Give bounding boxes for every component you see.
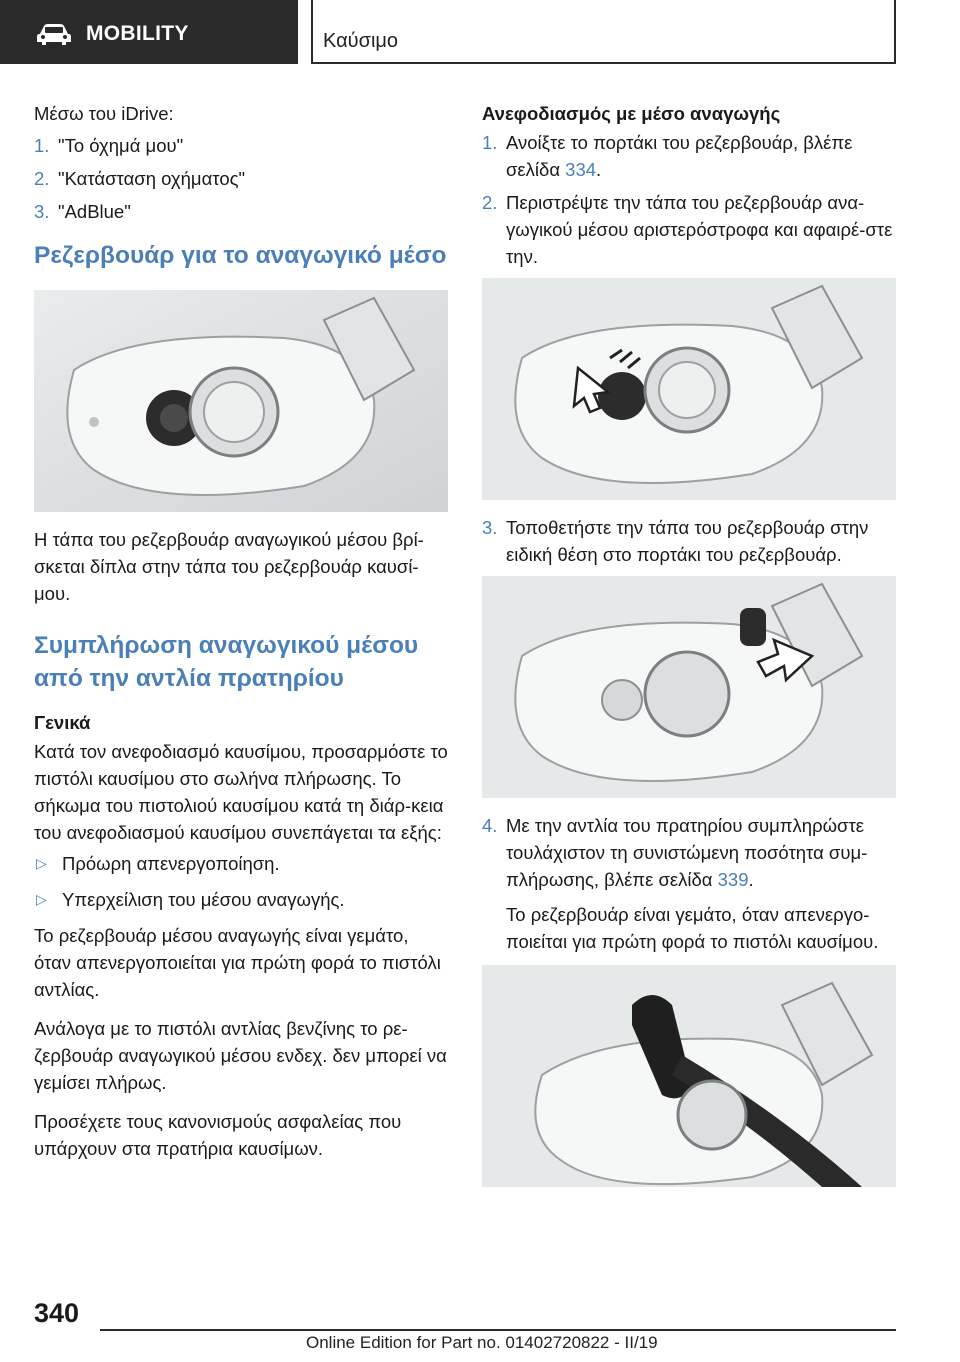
heading-tank: Ρεζερβουάρ για το αναγωγικό μέσο: [34, 242, 447, 269]
photo-cap-holder: [482, 576, 896, 798]
left-column: [34, 100, 448, 1162]
pump-nozzle-illustration: [482, 965, 896, 1187]
step-text: Με την αντλία του πρατηρίου συμπληρώστε τουλάχιστον τη συνιστώμενη ποσότητα συμ-πλήρωσης, βλέπε σελίδα: [506, 815, 868, 890]
step-number: 3.: [482, 517, 498, 538]
step-note: Το ρεζερβουάρ είναι γεμάτο, όταν απενεργο-ποιείται για πρώτη φορά το πιστόλι καυσίμου.: [506, 904, 879, 952]
remove-cap-illustration: [482, 278, 896, 500]
bullet-text: Υπερχείλιση του μέσου αναγωγής.: [62, 889, 345, 910]
refuel-steps: [482, 129, 902, 270]
page-link-339[interactable]: 339: [717, 869, 749, 890]
step-text: "AdBlue": [58, 201, 131, 222]
chapter-title: Καύσιμο: [323, 30, 399, 52]
step-text: Ανοίξτε το πορτάκι του ρεζερβουάρ, βλέπε σελίδα: [506, 132, 853, 180]
idrive-intro: Μέσω του iDrive:: [34, 103, 174, 124]
list-item: [34, 198, 448, 225]
heading-fill: [34, 629, 448, 695]
step-number: 2.: [482, 192, 498, 213]
step-text: "Κατάσταση οχήματος": [58, 168, 246, 189]
paragraph-full: Το ρεζερβουάρ μέσου αναγωγής είναι γεμάτο, όταν απενεργοποιείται για πρώτη φορά το πιστόλι αντλίας.: [34, 925, 441, 1000]
triangle-bullet-icon: ▷: [36, 855, 47, 871]
idrive-steps: [34, 132, 448, 225]
list-item: [482, 189, 902, 270]
step-text: Περιστρέψτε την τάπα του ρεζερβουάρ ανα-γωγικού μέσου αριστερόστροφα και αφαιρέ-στε την.: [506, 192, 893, 267]
list-item: [34, 886, 448, 913]
step-text: "Το όχημά μου": [58, 135, 184, 156]
list-item: [34, 165, 448, 192]
refuel-title: Ανεφοδιασμός με μέσο αναγωγής: [482, 103, 781, 124]
paragraph-safety: Προσέχετε τους κανονισμούς ασφαλείας που υπάρχουν στα πρατήρια καυσίμων.: [34, 1111, 402, 1159]
section-title: MOBILITY: [86, 22, 189, 45]
chapter-header: [311, 0, 896, 64]
footer-divider: [100, 1329, 896, 1331]
list-item: [482, 129, 902, 183]
triangle-bullet-icon: ▷: [36, 891, 47, 907]
cap-holder-illustration: [482, 576, 896, 798]
list-item: [482, 514, 902, 568]
list-item: [34, 132, 448, 159]
heading-fill-line2: από την αντλία πρατηρίου: [34, 665, 344, 692]
step-number: 2.: [34, 168, 50, 189]
bullet-text: Πρόωρη απενεργοποίηση.: [62, 853, 280, 874]
photo-pump-nozzle: [482, 965, 896, 1187]
step-number: 1.: [482, 132, 498, 153]
step-text: Τοποθετήστε την τάπα του ρεζερβουάρ στην ειδική θέση στο πορτάκι του ρεζερβουάρ.: [506, 517, 869, 565]
consequences-list: [34, 850, 448, 913]
step-text-end: .: [596, 159, 602, 180]
refuel-steps-final: [482, 812, 902, 955]
step-number: 3.: [34, 201, 50, 222]
car-icon: [36, 20, 72, 46]
right-column: [482, 100, 902, 1201]
fuel-door-illustration: [34, 290, 448, 512]
photo-tank-caps: [34, 290, 448, 512]
tank-description: Η τάπα του ρεζερβουάρ αναγωγικού μέσου βρί-σκεται δίπλα στην τάπα του ρεζερβουάρ καυσί-μου.: [34, 529, 424, 604]
refuel-steps-cont: [482, 514, 902, 568]
general-text: Κατά τον ανεφοδιασμό καυσίμου, προσαρμόστε το πιστόλι καυσίμου στο σωλήνα πλήρωσης. Το σήκωμα του πιστολιού καυσίμου κατά τη διάρ-κεια του ανεφοδιασμού καυσίμου συνεπάγεται τα εξής:: [34, 741, 448, 843]
heading-fill-line1: Συμπλήρωση αναγωγικού μέσου: [34, 632, 419, 659]
section-tab: [0, 0, 298, 64]
step-number: 1.: [34, 135, 50, 156]
photo-remove-cap: [482, 278, 896, 500]
page-number: 340: [34, 1298, 80, 1328]
paragraph-pump: Ανάλογα με το πιστόλι αντλίας βενζίνης το ρε-ζερβουάρ αναγωγικού μέσου ενδεχ. δεν μπορεί να γεμίσει πλήρως.: [34, 1018, 447, 1093]
step-text-end: .: [748, 869, 754, 890]
page-link-334[interactable]: 334: [565, 159, 597, 180]
general-title: Γενικά: [34, 712, 91, 733]
list-item: [34, 850, 448, 877]
list-item: [482, 812, 902, 955]
edition-footer: Online Edition for Part no. 01402720822 - II/19: [306, 1333, 658, 1352]
step-number: 4.: [482, 815, 498, 836]
